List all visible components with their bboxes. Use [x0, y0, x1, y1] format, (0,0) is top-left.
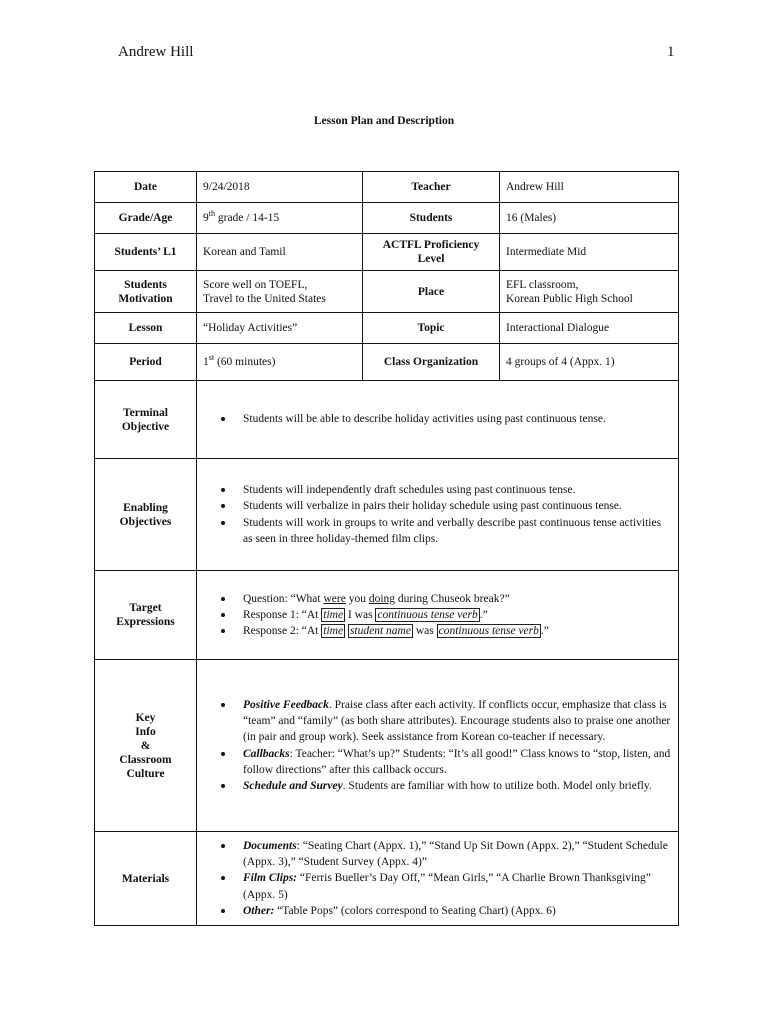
response2-mid: was — [412, 625, 437, 638]
response2-suffix: .” — [540, 625, 549, 638]
keyinfo-label-line: Key — [135, 711, 156, 724]
keyinfo-list — [203, 697, 672, 794]
period-value — [197, 344, 363, 381]
materials-item-text: “Table Pops” (colors correspond to Seating Chart) (Appx. 6) — [274, 904, 556, 917]
period-label: Period — [95, 344, 197, 381]
keyinfo-content — [197, 660, 679, 832]
question-mid: you — [345, 592, 369, 605]
keyinfo-item-title: Positive Feedback — [243, 698, 329, 711]
materials-item-text: “Ferris Bueller’s Day Off,” “Mean Girls,” “A Charlie Brown Thanksgiving” (Appx. 5) — [243, 872, 651, 901]
target-response-2 — [243, 623, 672, 639]
target-label: Target Expressions — [95, 571, 197, 660]
students-value: 16 (Males) — [500, 203, 679, 234]
target-response-1 — [243, 607, 672, 623]
terminal-item: Students will be able to describe holiday activities using past continuous tense. — [243, 411, 672, 427]
response1-suffix: .” — [479, 608, 488, 621]
period-number: 1 — [203, 356, 209, 368]
materials-other — [243, 903, 672, 919]
actfl-label: ACTFL Proficiency Level — [363, 234, 500, 271]
materials-list — [203, 838, 672, 919]
question-doing: doing — [368, 592, 396, 605]
materials-item-title: Film Clips: — [243, 872, 297, 885]
l1-value: Korean and Tamil — [197, 234, 363, 271]
terminal-list — [203, 411, 672, 427]
row-l1 — [95, 234, 679, 271]
keyinfo-label-line: & — [140, 739, 151, 752]
target-list — [203, 591, 672, 640]
page-number: 1 — [667, 44, 675, 60]
grade-rest: grade / 14-15 — [214, 212, 280, 224]
period-rest: (60 minutes) — [214, 356, 276, 368]
response1-mid: I was — [345, 608, 376, 621]
keyinfo-label-line: Classroom — [119, 753, 172, 766]
materials-item-title: Documents — [243, 839, 297, 852]
date-value: 9/24/2018 — [197, 172, 363, 203]
l1-label: Students’ L1 — [95, 234, 197, 271]
response2-prefix: Response 2: “At — [243, 625, 322, 638]
enabling-item: Students will verbalize in pairs their holiday schedule using past continuous tense. — [243, 498, 672, 514]
row-enabling-objectives — [95, 459, 679, 571]
motivation-label: Students Motivation — [95, 271, 197, 313]
response1-verb-box: continuous tense verb — [377, 608, 478, 621]
question-were: were — [323, 592, 346, 605]
motivation-line-2: Travel to the United States — [203, 292, 326, 305]
keyinfo-positive-feedback — [243, 697, 672, 746]
period-superscript: st — [208, 353, 215, 363]
lesson-value: “Holiday Activities” — [197, 313, 363, 344]
enabling-content — [197, 459, 679, 571]
enabling-item: Students will work in groups to write and verbally describe past continuous tense activities as seen in three holiday-themed film clips. — [243, 515, 672, 547]
place-label: Place — [363, 271, 500, 313]
terminal-content — [197, 381, 679, 459]
keyinfo-label — [95, 660, 197, 832]
response2-time-box: time — [323, 625, 344, 638]
topic-value: Interactional Dialogue — [500, 313, 679, 344]
response2-verb-box: continuous tense verb — [438, 625, 539, 638]
keyinfo-item-text: : Teacher: “What’s up?” Students: “It’s all good!” Class knows to “stop, listen, and follow directions” after this callback occurs. — [243, 747, 671, 776]
response2-name-box: student name — [349, 625, 411, 638]
date-label: Date — [95, 172, 197, 203]
teacher-value: Andrew Hill — [500, 172, 679, 203]
keyinfo-item-text: . Students are familiar with how to utilize both. Model only briefly. — [342, 779, 652, 792]
enabling-label: Enabling Objectives — [95, 459, 197, 571]
row-key-info — [95, 660, 679, 832]
motivation-value — [197, 271, 363, 313]
grade-superscript: th — [208, 209, 215, 219]
materials-label: Materials — [95, 832, 197, 926]
materials-film-clips — [243, 870, 672, 902]
question-suffix: during Chuseok break?” — [395, 592, 510, 605]
row-terminal-objective — [95, 381, 679, 459]
row-grade — [95, 203, 679, 234]
terminal-label: Terminal Objective — [95, 381, 197, 459]
students-label: Students — [363, 203, 500, 234]
place-value — [500, 271, 679, 313]
keyinfo-callbacks — [243, 746, 672, 778]
row-lesson — [95, 313, 679, 344]
row-target-expressions — [95, 571, 679, 660]
enabling-item: Students will independently draft schedules using past continuous tense. — [243, 482, 672, 498]
keyinfo-schedule-survey — [243, 778, 672, 794]
org-value: 4 groups of 4 (Appx. 1) — [500, 344, 679, 381]
actfl-value: Intermediate Mid — [500, 234, 679, 271]
header-author: Andrew Hill — [118, 44, 194, 60]
enabling-list — [203, 482, 672, 547]
question-prefix: Question: “What — [243, 592, 324, 605]
keyinfo-item-title: Callbacks — [243, 747, 290, 760]
row-period — [95, 344, 679, 381]
target-content — [197, 571, 679, 660]
response1-prefix: Response 1: “At — [243, 608, 322, 621]
materials-item-text: : “Seating Chart (Appx. 1),” “Stand Up Sit Down (Appx. 2),” “Student Schedule (Appx. 3),” “Student Survey (Appx. 4)” — [243, 839, 668, 869]
row-materials — [95, 832, 679, 926]
row-motivation — [95, 271, 679, 313]
response1-time-box: time — [323, 608, 344, 621]
keyinfo-item-text: . Praise class after each activity. If conflicts occur, emphasize that class is “team” and “family” (as both share attributes). Encourage students also to praise one another (in pair and group work). Seek assistance from Korean co-teacher if necessary. — [243, 698, 671, 744]
materials-content — [197, 832, 679, 926]
org-label: Class Organization — [363, 344, 500, 381]
lesson-plan-table — [94, 171, 679, 926]
teacher-label: Teacher — [363, 172, 500, 203]
grade-value — [197, 203, 363, 234]
grade-number: 9 — [203, 212, 209, 224]
lesson-label: Lesson — [95, 313, 197, 344]
motivation-line-1: Score well on TOEFL, — [203, 278, 308, 291]
materials-documents — [243, 838, 672, 870]
place-line-1: EFL classroom, — [506, 278, 579, 291]
document-title: Lesson Plan and Description — [313, 115, 455, 127]
row-date — [95, 172, 679, 203]
keyinfo-label-line: Culture — [126, 767, 165, 780]
grade-label: Grade/Age — [95, 203, 197, 234]
target-question — [243, 591, 672, 607]
topic-label: Topic — [363, 313, 500, 344]
place-line-2: Korean Public High School — [506, 292, 633, 305]
keyinfo-label-line: Info — [135, 725, 156, 738]
materials-item-title: Other: — [243, 904, 275, 917]
keyinfo-item-title: Schedule and Survey — [243, 779, 343, 792]
